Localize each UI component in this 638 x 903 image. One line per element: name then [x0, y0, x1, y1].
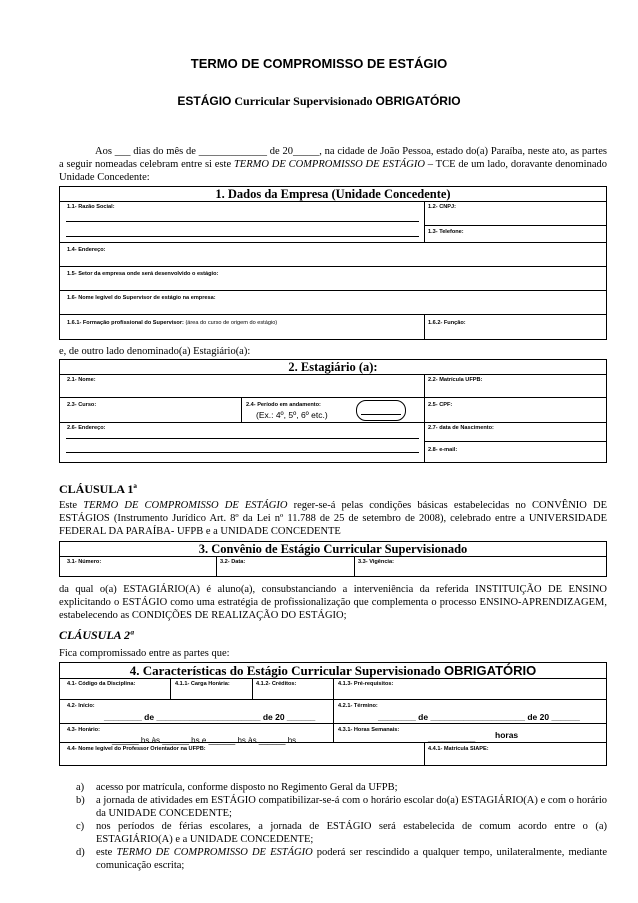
cnpj-label: 1.2- CNPJ: — [428, 204, 456, 210]
list-item: d) este TERMO DE COMPROMISSO DE ESTÁGIO poderá ser rescindido a qualquer tempo, unilateralmente, mediante comunicação escrita; — [76, 847, 608, 871]
horas-word: horas — [495, 730, 519, 740]
endereco-line2[interactable] — [66, 452, 419, 453]
convenio-numero-label: 3.1- Número: — [67, 559, 102, 565]
curso-label: 2.3- Curso: — [67, 402, 97, 408]
clausula1-italic: TERMO DE COMPROMISSO DE ESTÁGIO — [83, 500, 288, 511]
after-section3-text: da qual o(a) ESTAGIÁRIO(A) é aluno(a), consubstanciando a interveniência da referida INSTITUIÇÃO DE ENSINO explicitando o ESTÁGIO como uma estratégia de profissionalização que complementa o processo ENSINO-APRENDIZAGEM, estabelecendo as CONDIÇÕES DE REALIZAÇÃO DO ESTÁGIO; — [59, 584, 607, 621]
periodo-label: 2.4- Período em andamento: — [246, 402, 321, 408]
intro-text-b: – TCE de um lado, doravante denominado Unidade Concedente: — [59, 159, 607, 183]
carga-horaria-label: 4.1.1- Carga Horária: — [175, 681, 230, 687]
section1-header: 1. Dados da Empresa (Unidade Concedente) — [59, 186, 607, 202]
convenio-data-label: 3.2- Data: — [220, 559, 246, 565]
inicio-date-line[interactable]: ________ de ______________________ de 20 ______ — [104, 712, 316, 722]
periodo-input-line — [361, 414, 401, 415]
clausula2-title: CLÁUSULA 2ª — [59, 628, 134, 642]
setor-label: 1.5- Setor da empresa onde será desenvolvido o estágio: — [67, 271, 219, 277]
convenio-vigencia-label: 3.3- Vigência: — [358, 559, 394, 565]
intro-text-a: Aos ___ dias do mês de _____________ de 20_____, na cidade de João Pessoa, estado do(a) Paraíba, neste ato, as partes a seguir nomeadas celebram entre si este — [59, 146, 607, 170]
list-item: b) a jornada de atividades em ESTÁGIO compatibilizar-se-á com o horário escolar do(a) ESTAGIÁRIO(A) e com o horário da UNIDADE CONCEDENTE; — [76, 795, 607, 819]
periodo-input-oval[interactable] — [356, 400, 406, 421]
razao-social-line1[interactable] — [66, 221, 419, 222]
horario-line[interactable]: ______ hs às ______ hs e ______ hs às ______ hs — [112, 736, 297, 745]
razao-social-label: 1.1- Razão Social: — [67, 204, 115, 210]
clausula1-title: CLÁUSULA 1ª — [59, 482, 137, 496]
prerequisitos-label: 4.1.3- Pré-requisitos: — [338, 681, 394, 687]
intro-paragraph — [59, 145, 607, 184]
funcao-label: 1.6.2- Função: — [428, 320, 466, 326]
intro-italic: TERMO DE COMPROMISSO DE ESTÁGIO — [233, 159, 425, 170]
horas-semanais-label: 4.3.1- Horas Semanais: — [338, 727, 400, 733]
inicio-label: 4.2- Início: — [67, 703, 95, 709]
subtitle-estagio: ESTÁGIO — [177, 94, 232, 108]
section4-header: 4. Características do Estágio Curricular Supervisionado OBRIGATÓRIO — [59, 662, 607, 679]
horas-semanais-line[interactable]: __________ — [428, 733, 476, 743]
horario-label: 4.3- Horário: — [67, 727, 100, 733]
nascimento-divider — [425, 441, 607, 442]
nome-row — [59, 374, 607, 398]
siape-label: 4.4.1- Matrícula SIAPE: — [428, 746, 489, 752]
clausula2-text: Fica compromissado entre as partes que: — [59, 648, 230, 659]
endereco-line1[interactable] — [66, 438, 419, 439]
termino-date-line[interactable]: ________ de ____________________ de 20 ______ — [378, 712, 580, 722]
cnpj-divider — [425, 225, 607, 226]
empresa-endereco-label: 1.4- Endereço: — [67, 247, 106, 253]
section2-header: 2. Estagiário (a): — [59, 359, 607, 375]
formacao-note: (área do curso de origem do estágio) — [183, 320, 278, 326]
endereco-row[interactable] — [59, 243, 607, 267]
termino-label: 4.2.1- Término: — [338, 703, 378, 709]
nome-label: 2.1- Nome: — [67, 377, 96, 383]
document-title: TERMO DE COMPROMISSO DE ESTÁGIO — [190, 56, 448, 71]
subtitle-middle: Curricular Supervisionado — [231, 94, 376, 108]
list-item: a) acesso por matrícula, conforme disposto no Regimento Geral da UFPB; — [76, 782, 398, 793]
supervisor-label: 1.6- Nome legível do Supervisor de estágio na empresa: — [67, 295, 216, 301]
subtitle-obrigatorio: OBRIGATÓRIO — [375, 94, 461, 108]
item-d-italic: TERMO DE COMPROMISSO DE ESTÁGIO — [116, 847, 313, 858]
periodo-example: (Ex.: 4º, 5º, 6º etc.) — [256, 410, 328, 420]
section4-obrigatorio: OBRIGATÓRIO — [444, 663, 537, 678]
section3-header: 3. Convênio de Estágio Curricular Supervisionado — [59, 541, 607, 557]
telefone-label: 1.3- Telefone: — [428, 229, 464, 235]
conditions-list — [76, 781, 607, 872]
document-subtitle — [0, 94, 638, 109]
nascimento-label: 2.7- data de Nascimento: — [428, 425, 494, 431]
matricula-label: 2.2- Matrícula UFPB: — [428, 377, 483, 383]
creditos-label: 4.1.2- Créditos: — [256, 681, 297, 687]
professor-orientador-label: 4.4- Nome legível do Professor Orientador na UFPB: — [67, 746, 206, 752]
curso-row — [59, 398, 607, 423]
clausula1-text: Este TERMO DE COMPROMISSO DE ESTÁGIO reger-se-á pelas condições básicas estabelecidas no CONVÊNIO DE ESTÁGIOS (Instrumento Jurídico Art. 8º da Lei nº 11.788 de 25 de setembro de 2008), celebrado entre a UNIVERSIDADE FEDERAL DA PARAÍBA- UFPB e a UNIDADE CONCEDENTE — [59, 500, 607, 537]
razao-social-line2[interactable] — [66, 236, 419, 237]
codigo-disciplina-label: 4.1- Código da Disciplina: — [67, 681, 136, 687]
list-item: c) nos períodos de férias escolares, a jornada de ESTÁGIO será estabelecida de comum acordo entre o (a) ESTAGIÁRIO(A) e a UNIDADE CONCEDENTE; — [76, 821, 607, 845]
cpf-label: 2.5- CPF: — [428, 402, 453, 408]
formacao-label: 1.6.1- Formação profissional do Supervisor: (área do curso de origem do estágio) — [67, 320, 278, 326]
email-label: 2.8- e-mail: — [428, 447, 458, 453]
estagiario-endereco-label: 2.6- Endereço: — [67, 425, 106, 431]
section3-box — [59, 556, 607, 577]
between-text: e, de outro lado denominado(a) Estagiário(a): — [59, 346, 251, 357]
